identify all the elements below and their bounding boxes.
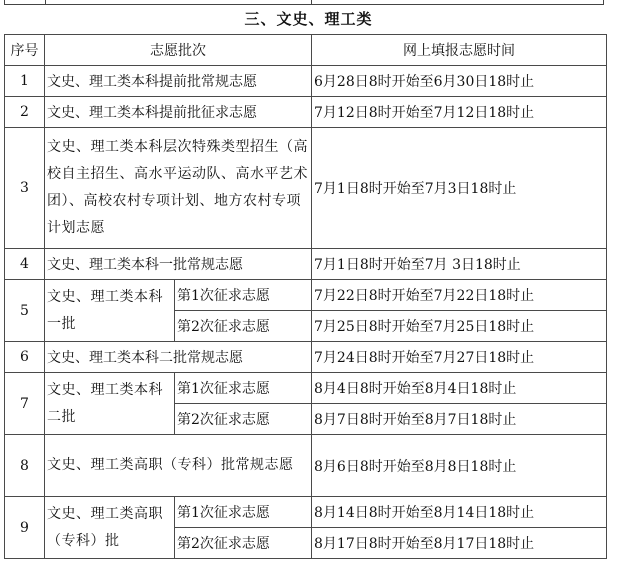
section-title: 三、文史、理工类 bbox=[244, 10, 373, 28]
row-number: 7 bbox=[5, 373, 45, 435]
table-row bbox=[5, 66, 607, 97]
row-number: 8 bbox=[5, 435, 45, 497]
sub-batch-cell: 第2次征求志愿 bbox=[175, 528, 312, 559]
sub-batch-cell: 第2次征求志愿 bbox=[175, 404, 312, 435]
row-number: 4 bbox=[5, 249, 45, 280]
batch-cell: 文史、理工类高职（专科）批 bbox=[45, 497, 175, 559]
time-cell: 8月6日8时开始至8月8日18时止 bbox=[312, 435, 607, 497]
batch-cell: 文史、理工类本科提前批征求志愿 bbox=[45, 97, 312, 128]
batch-cell: 文史、理工类本科二批常规志愿 bbox=[45, 342, 312, 373]
row-number: 9 bbox=[5, 497, 45, 559]
row-number: 2 bbox=[5, 97, 45, 128]
previous-table-edge bbox=[4, 0, 604, 5]
table-row bbox=[5, 128, 607, 249]
batch-cell: 文史、理工类本科一批常规志愿 bbox=[45, 249, 312, 280]
admission-schedule-table bbox=[4, 34, 607, 559]
sub-batch-cell: 第1次征求志愿 bbox=[175, 373, 312, 404]
batch-cell: 文史、理工类本科层次特殊类型招生（高校自主招生、高水平运动队、高水平艺术团）、高校农村专项计划、地方农村专项计划志愿 bbox=[45, 128, 312, 249]
time-cell: 7月1日8时开始至7月 3日18时止 bbox=[312, 249, 607, 280]
batch-cell: 文史、理工类本科二批 bbox=[45, 373, 175, 435]
table-header-row bbox=[5, 35, 607, 66]
batch-cell: 文史、理工类高职（专科）批常规志愿 bbox=[45, 435, 312, 497]
table-row bbox=[5, 342, 607, 373]
table-row bbox=[5, 497, 607, 528]
header-batch: 志愿批次 bbox=[45, 35, 312, 66]
header-time: 网上填报志愿时间 bbox=[312, 35, 607, 66]
time-cell: 8月17日8时开始至8月17日18时止 bbox=[312, 528, 607, 559]
batch-cell: 文史、理工类本科一批 bbox=[45, 280, 175, 342]
time-cell: 7月1日8时开始至7月3日18时止 bbox=[312, 128, 607, 249]
table-row bbox=[5, 280, 607, 311]
time-cell: 8月14日8时开始至8月14日18时止 bbox=[312, 497, 607, 528]
row-number: 6 bbox=[5, 342, 45, 373]
sub-batch-cell: 第2次征求志愿 bbox=[175, 311, 312, 342]
sub-batch-cell: 第1次征求志愿 bbox=[175, 280, 312, 311]
time-cell: 7月24日8时开始至7月27日18时止 bbox=[312, 342, 607, 373]
time-cell: 7月25日8时开始至7月25日18时止 bbox=[312, 311, 607, 342]
sub-batch-cell: 第1次征求志愿 bbox=[175, 497, 312, 528]
row-number: 5 bbox=[5, 280, 45, 342]
table-row bbox=[5, 373, 607, 404]
time-cell: 8月7日8时开始至8月7日18时止 bbox=[312, 404, 607, 435]
previous-table-divider bbox=[311, 0, 312, 5]
table-row bbox=[5, 97, 607, 128]
batch-cell: 文史、理工类本科提前批常规志愿 bbox=[45, 66, 312, 97]
time-cell: 8月4日8时开始至8月4日18时止 bbox=[312, 373, 607, 404]
time-cell: 7月22日8时开始至7月22日18时止 bbox=[312, 280, 607, 311]
previous-table-divider bbox=[45, 0, 46, 5]
time-cell: 7月12日8时开始至7月12日18时止 bbox=[312, 97, 607, 128]
table-row bbox=[5, 435, 607, 497]
table-row bbox=[5, 249, 607, 280]
time-cell: 6月28日8时开始至6月30日18时止 bbox=[312, 66, 607, 97]
row-number: 3 bbox=[5, 128, 45, 249]
header-number: 序号 bbox=[5, 35, 45, 66]
row-number: 1 bbox=[5, 66, 45, 97]
